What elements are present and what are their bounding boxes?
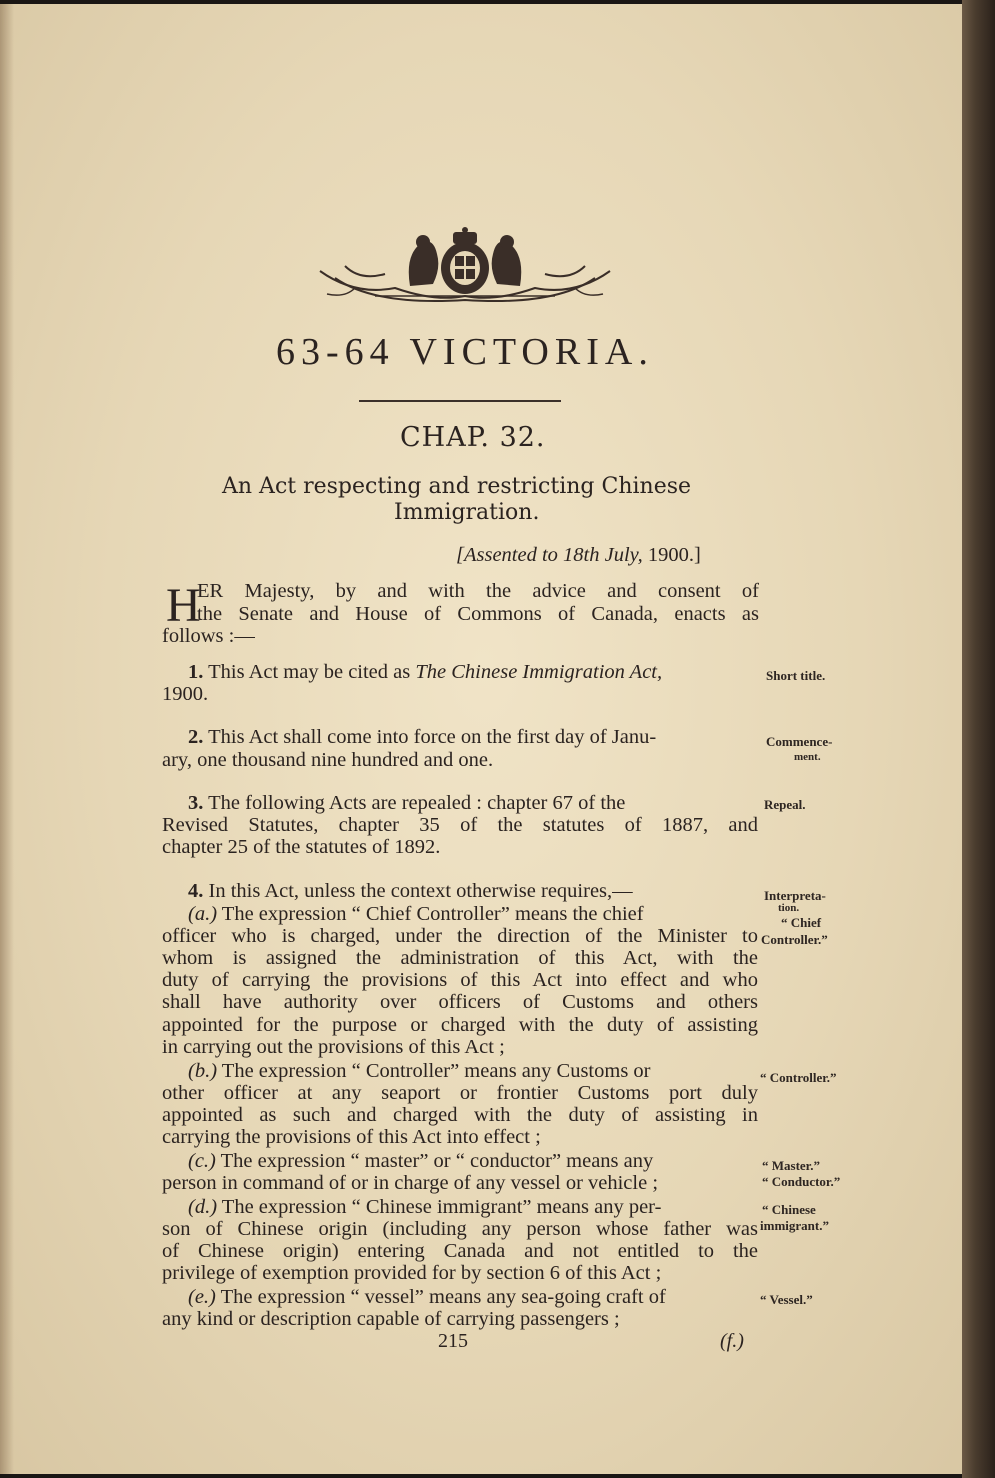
definition-d-line-4: privilege of exemption provided for by section 6 of this Act ; <box>162 1262 662 1284</box>
definition-b-text: The expression “ Controller” means any Customs or <box>221 1060 651 1082</box>
margin-note-immigrant: immigrant.” <box>760 1218 829 1233</box>
margin-note-conductor: “ Conductor.” <box>762 1174 841 1189</box>
definition-a-line-1 <box>188 903 758 926</box>
section-2-text: This Act shall come into force on the first day of Janu- <box>208 726 657 748</box>
definition-b-line-1 <box>188 1060 651 1083</box>
preamble-line-3: follows :— <box>162 625 255 647</box>
section-1-number: 1. <box>188 661 204 683</box>
document-page <box>0 4 968 1474</box>
definition-b-line-4: carrying the provisions of this Act into effect ; <box>162 1126 541 1148</box>
margin-note-chinese: “ Chinese <box>762 1202 816 1217</box>
title-divider <box>359 400 561 402</box>
definition-a-label: (a.) <box>188 903 218 925</box>
bleed-through <box>170 180 175 201</box>
definition-d-line-1 <box>188 1196 661 1219</box>
book-edge <box>962 0 995 1478</box>
definition-e-line-1 <box>188 1286 666 1309</box>
definition-e-label: (e.) <box>188 1286 216 1308</box>
page-title: 63-64 VICTORIA. <box>276 331 654 373</box>
assent-day: 18th July, <box>563 544 643 566</box>
definition-a-line-6: appointed for the purpose or charged with the duty of assisting <box>162 1014 758 1036</box>
definition-d-label: (d.) <box>188 1196 218 1218</box>
royal-coat-of-arms-icon <box>315 226 615 306</box>
margin-note-master: “ Master.” <box>762 1158 821 1173</box>
definition-b-line-2: other officer at any seaport or frontier Customs port duly <box>162 1082 758 1104</box>
section-2-line-2: ary, one thousand nine hundred and one. <box>162 749 494 771</box>
definition-d-line-3: of Chinese origin) entering Canada and not entitled to the <box>162 1240 758 1262</box>
margin-note-commencement-1: Commence- <box>766 734 833 749</box>
act-title-line-1: An Act respecting and restricting Chinese <box>222 474 692 499</box>
margin-note-controller: “ Controller.” <box>760 1070 837 1085</box>
section-3-text: The following Acts are repealed : chapter 67 of the <box>208 792 626 814</box>
margin-note-vessel: “ Vessel.” <box>760 1292 813 1307</box>
section-3-number: 3. <box>188 792 204 814</box>
section-1-short-title: The Chinese Immigration Act, <box>415 661 663 683</box>
definition-a-text: The expression “ Chief Controller” means the chief <box>221 903 644 925</box>
definition-a-line-2: officer who is charged, under the direction of the Minister to <box>162 925 758 947</box>
assent-prefix: [Assented to <box>456 544 558 566</box>
section-4-line-1 <box>188 880 633 903</box>
definition-a-line-4: duty of carrying the provisions of this Act into effect and who <box>162 969 758 991</box>
dropcap-letter: H <box>166 579 201 632</box>
definition-c-text: The expression “ master” or “ conductor” means any <box>220 1150 654 1172</box>
binding-shadow <box>0 4 14 1474</box>
section-1-text: This Act may be cited as <box>208 661 411 683</box>
preamble-line-1: ER Majesty, by and with the advice and consent of <box>197 580 759 602</box>
section-4-number: 4. <box>188 880 204 902</box>
margin-note-commencement-2: ment. <box>794 751 821 763</box>
section-2-number: 2. <box>188 726 204 748</box>
chapter-heading: CHAP. 32. <box>400 422 546 453</box>
definition-b-label: (b.) <box>188 1060 218 1082</box>
definition-a-line-7: in carrying out the provisions of this Act ; <box>162 1036 505 1058</box>
preamble-line-2: the Senate and House of Commons of Canada, enacts as <box>197 603 759 625</box>
definition-c-line-1 <box>188 1150 653 1173</box>
definition-e-line-2: any kind or description capable of carrying passengers ; <box>162 1308 620 1330</box>
page-number: 215 <box>438 1330 468 1352</box>
definition-a-line-5: shall have authority over officers of Customs and others <box>162 991 758 1013</box>
definition-c-label: (c.) <box>188 1150 216 1172</box>
assent-date <box>456 544 701 567</box>
margin-note-short-title: Short title. <box>766 668 826 683</box>
assent-year: 1900.] <box>647 544 701 566</box>
section-3-line-3: chapter 25 of the statutes of 1892. <box>162 836 441 858</box>
margin-note-interpretation-1: Interpreta- <box>764 888 826 903</box>
definition-a-line-3: whom is assigned the administration of this Act, with the <box>162 947 758 969</box>
margin-note-chief: “ Chief <box>781 915 822 930</box>
definition-b-line-3: appointed as such and charged with the duty of assisting in <box>162 1104 758 1126</box>
margin-note-chief-controller: Controller.” <box>761 932 828 947</box>
catchword: (f.) <box>720 1330 744 1352</box>
act-title-line-2: Immigration. <box>394 500 540 525</box>
section-3-line-2: Revised Statutes, chapter 35 of the statutes of 1887, and <box>162 814 758 836</box>
definition-d-text: The expression “ Chinese immigrant” means any per- <box>221 1196 662 1218</box>
section-2-line-1 <box>188 726 656 749</box>
margin-note-repeal: Repeal. <box>764 797 806 812</box>
section-4-text: In this Act, unless the context otherwise requires,— <box>208 880 633 902</box>
margin-note-interpretation-2: tion. <box>778 902 800 914</box>
section-1-line-1 <box>188 661 662 684</box>
definition-d-line-2: son of Chinese origin (including any person whose father was <box>162 1218 758 1240</box>
section-1-line-2: 1900. <box>162 683 209 705</box>
definition-e-text: The expression “ vessel” means any sea-going craft of <box>220 1286 666 1308</box>
definition-c-line-2: person in command of or in charge of any vessel or vehicle ; <box>162 1172 659 1194</box>
section-3-line-1 <box>188 792 625 815</box>
